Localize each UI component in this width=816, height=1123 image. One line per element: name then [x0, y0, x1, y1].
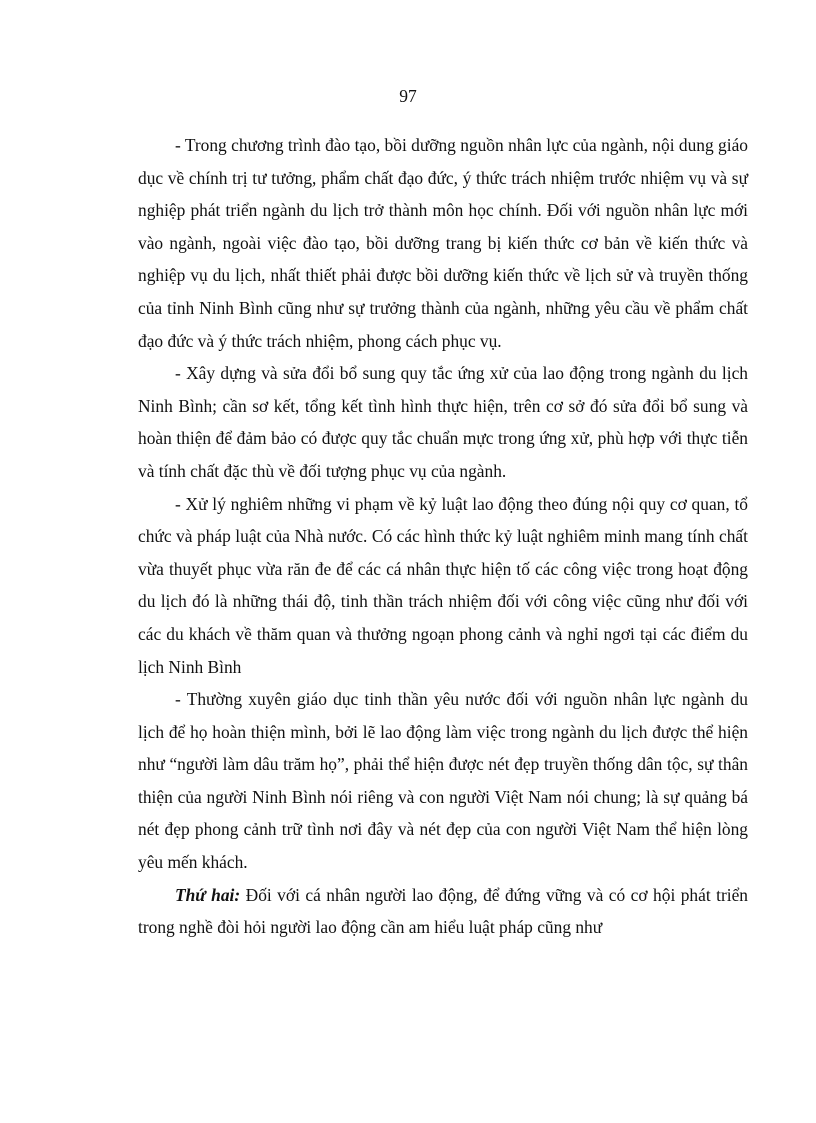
paragraph-code-of-conduct: - Xây dựng và sửa đổi bổ sung quy tắc ứng xử của lao động trong ngành du lịch Ninh Bình; cần sơ kết, tổng kết tình hình thực hiện, trên cơ sở đó sửa đổi bổ sung và hoàn thiện để đảm bảo có được quy tắc chuẩn mực trong ứng xử, phù hợp với thực tiễn và tính chất đặc thù về đối tượng phục vụ của ngành. — [138, 363, 748, 481]
page-number: 97 — [399, 86, 417, 106]
paragraph-patriotism-education: - Thường xuyên giáo dục tinh thần yêu nước đối với nguồn nhân lực ngành du lịch để họ hoàn thiện mình, bởi lẽ lao động làm việc trong ngành du lịch được thể hiện như “người làm dâu trăm họ”, phải thể hiện được nét đẹp truyền thống dân tộc, sự thân thiện của người Ninh Bình nói riêng và con người Việt Nam nói chung; là sự quảng bá nét đẹp phong cảnh trữ tình nơi đây và nét đẹp của con người Việt Nam thể hiện lòng yêu mến khách. — [138, 689, 748, 873]
body-text — [138, 129, 748, 944]
paragraph-training-content: - Trong chương trình đào tạo, bồi dưỡng nguồn nhân lực của ngành, nội dung giáo dục về chính trị tư tưởng, phẩm chất đạo đức, ý thức trách nhiệm trước nhiệm vụ và sự nghiệp phát triển ngành du lịch trở thành môn học chính. Đối với nguồn nhân lực mới vào ngành, ngoài việc đào tạo, bồi dưỡng trang bị kiến thức cơ bản về kiến thức và nghiệp vụ du lịch, nhất thiết phải được bồi dưỡng kiến thức về lịch sử và truyền thống của tỉnh Ninh Bình cũng như sự trưởng thành của ngành, những yêu cầu về phẩm chất đạo đức và ý thức trách nhiệm, phong cách phục vụ. — [138, 135, 748, 351]
paragraph-discipline: - Xử lý nghiêm những vi phạm về kỷ luật lao động theo đúng nội quy cơ quan, tổ chức và pháp luật của Nhà nước. Có các hình thức kỷ luật nghiêm minh mang tính chất vừa thuyết phục vừa răn đe để các cá nhân thực hiện tố các công việc trong hoạt động du lịch đó là những thái độ, tinh thần trách nhiệm đối với công việc cũng như đối với các du khách về thăm quan và thưởng ngoạn phong cảnh và nghỉ ngơi tại các điểm du lịch Ninh Bình — [138, 493, 748, 677]
second-point-text: Đối với cá nhân người lao động, để đứng vững và có cơ hội phát triển trong nghề đòi hỏi người lao động cần am hiểu luật pháp cũng như — [138, 884, 748, 938]
paragraph-second-point — [138, 879, 748, 944]
second-point-heading: Thứ hai: — [175, 884, 241, 905]
